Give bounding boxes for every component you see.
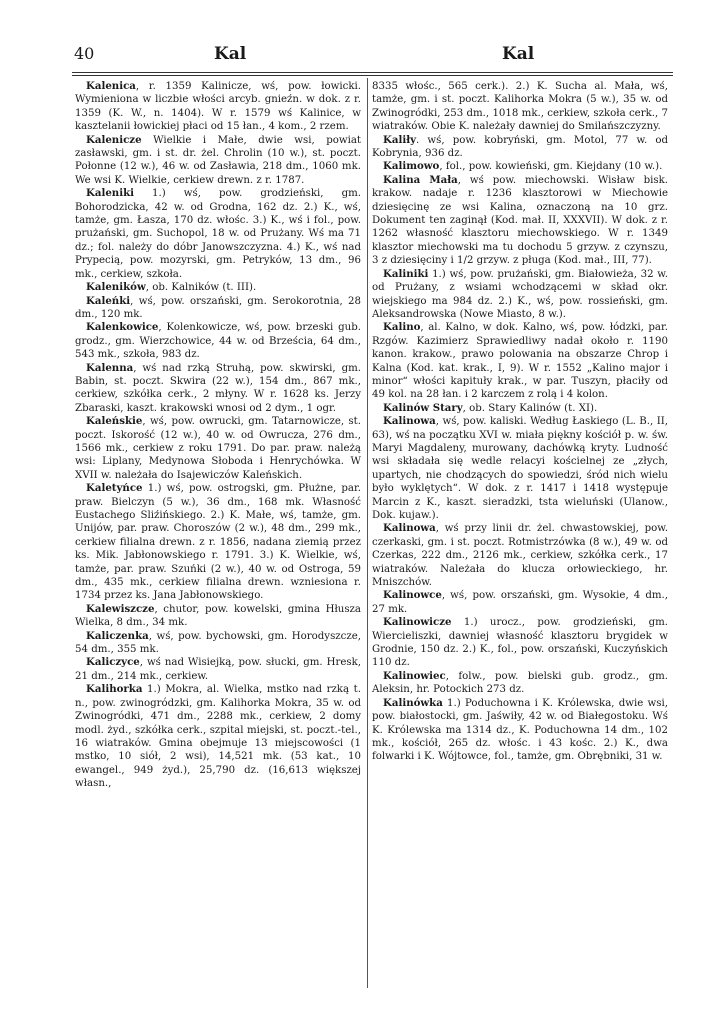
dictionary-entry (372, 589, 668, 616)
entry-text: , wś, pow. orszański, gm. Serokorotnia, 28 dm., 120 mk. (75, 295, 361, 320)
entry-headword: Kalihorka (86, 683, 143, 696)
dictionary-entry (75, 362, 361, 416)
entry-headword: Kalinów Stary (383, 401, 463, 414)
entry-headword: Kalinowce (383, 589, 442, 602)
entry-headword: Kalina Mała (383, 173, 458, 186)
entry-text: , Kolenkowicze, wś, pow. brzeski gub. grodz., gm. Wierzchowice, 44 w. od Brześcia, 64 dm., 543 mk., szkoła, 983 dz. (75, 322, 361, 361)
entry-headword: Kalinowa (383, 415, 436, 428)
entry-text: , wś, pow. orszański, gm. Wysokie, 4 dm., 27 mk. (372, 590, 668, 615)
entry-headword: Kalewiszcze (86, 602, 155, 615)
entry-headword: Kalimowo (383, 160, 440, 173)
entry-headword: Kalino (383, 321, 421, 334)
entry-headword: Kaliczenka (86, 629, 149, 642)
dictionary-entry (372, 80, 668, 134)
entry-text: , al. Kalno, w dok. Kalno, wś, pow. łódzki, par. Rzgów. Kazimierz Sprawiedliwy nadał około r. 1190 kanon. krakow., prawo polowania na obszarze Chrop i Kalna (Kod. kat. krak., I, 9). W r. 1552 „Kalino major i minor“ włości kapituły krak., w par. Tuszyn, płaciły od 49 kol. na 28 łan. i 2 karczem z rolą i 4 kolon. (372, 322, 668, 401)
dictionary-entry (75, 482, 361, 603)
right-column (372, 80, 668, 764)
entry-headword: Kaliły (383, 133, 417, 146)
entry-text: 1.) Poduchowna i K. Królewska, dwie wsi, pow. białostocki, gm. Jaświły, 42 w. od Białegostoku. Wś K. Królewska ma 1314 dz., K. Poduchowna 14 dm., 102 mk., kościół, 265 dz. włośc. i 43 kośc. 2.) K., dwa folwarki i K. Wójtowce, fol., tamże, gm. Obrębniki, 31 w. (372, 697, 668, 763)
entry-headword: Kaliniki (383, 267, 429, 280)
entry-headword: Kalinowicze (383, 616, 452, 629)
dictionary-entry (75, 281, 361, 294)
dictionary-entry (372, 160, 668, 173)
entry-text: , wś, pow. bychowski, gm. Horodyszcze, 54 dm., 355 mk. (75, 630, 361, 656)
dictionary-entry (75, 321, 361, 361)
dictionary-entry (75, 134, 361, 188)
entry-text: 1.) wś, pow. ostrogski, gm. Płużne, par. praw. Bielczyn (5 w.), 36 dm., 168 mk. Własność Eustachego Sliźińskiego. 2.) K. Małe, wś, tamże, gm. Unijów, par. praw. Choroszów (2 w.), 48 dm., 299 mk., cerkiew filialna drewn. z r. 1856, nadana ziemią przez ks. Mik. Jabłonowskiego r. 1791. 3.) K. Wielkie, wś, tamże, par. praw. Szuńki (2 w.), 40 w. od Ostroga, 59 dm., 435 mk., cerkiew filialna drewn. wzniesiona r. 1734 przez ks. Jana Jabłonowskiego. (75, 483, 361, 602)
entry-text: 8335 włośc., 565 cerk.). 2.) K. Sucha al. Mała, wś, tamże, gm. i st. poczt. Kalihorka Mokra (5 w.), 35 w. od Zwinogródki, 253 dm., 1018 mk., cerkiew, szkoła cerk., 7 wiatraków. Obie K. należały dawniej do Smilańszczyzny. (372, 81, 668, 133)
entry-text: , wś pow. miechowski. Wisław bisk. krakow. nadaje r. 1236 klasztorowi w Miechowie dziesięcinę ze wsi Kalina, oznaczoną na 10 grz. Dokument ten zaginął (Kod. mał. II, XXXVII). W dok. z r. 1262 własność klasztoru miechowskiego. W r. 1349 klasztor miechowski ma tu dochodu 5 grzyw. z czynszu, 3 z dziesięciny i 1/2 grzyw. z pługa (Kod. mał., III, 77). (372, 174, 669, 267)
entry-text: , wś nad Wisiejką, pow. słucki, gm. Hresk, 21 dm., 214 mk., cerkiew. (75, 657, 361, 682)
dictionary-entry (75, 603, 361, 630)
entry-text: , wś, pow. kaliski. Według Łaskiego (L. B., II, 63), wś na początku XVI w. miała piękny kościół p. w. św. Maryi Magdaleny, murowany, dachówką kryty. Ludność wsi składała się wedle relacyi kościelnej ze „złych, upartych, nie chodzących do spowiedzi, śród nich wielu było wyklętych“. W dok. z r. 1417 i 1418 występuje Marcin z K., kaszt. sieradzki, tsta wieluński (Ulanow., Dok. kujaw.). (372, 416, 668, 521)
entry-text: , folw., pow. bielski gub. grodz., gm. Aleksin, hr. Potockich 273 dz. (372, 670, 668, 696)
entry-headword: Kaleniki (86, 187, 135, 200)
entry-headword: Kalenica (86, 80, 136, 92)
entry-headword: Kalenicze (86, 133, 142, 146)
dictionary-entry (75, 187, 361, 281)
entry-headword: Kaleników (86, 281, 146, 294)
entry-text: , wś, pow. owrucki, gm. Tatarnowicze, st. poczt. Iskorość (12 w.), 40 w. od Owrucza, 276 dm., 1566 mk., cerkiew z roku 1791. Do par. praw. należą wsi: Liplany, Medynowa Słoboda i Henrychówka. W XVII w. należała do Isajewiczów Kaleńskich. (75, 416, 361, 481)
dictionary-entry (372, 174, 668, 268)
right-running-head: Kal (502, 44, 535, 64)
entry-text: , ob. Kalników (t. III). (145, 282, 257, 294)
entry-headword: Kalenkowice (86, 321, 159, 334)
entry-text: . wś, pow. kobryński, gm. Motol, 77 w. od Kobrynia, 936 dz. (372, 134, 668, 160)
dictionary-entry (372, 697, 668, 764)
dictionary-entry (75, 683, 361, 790)
entry-headword: Kalinowa (383, 522, 436, 535)
header-rule-double (72, 75, 673, 76)
entry-headword: Kaletyńce (86, 482, 143, 495)
dictionary-entry (372, 134, 668, 161)
entry-text: , fol., pow. kowieński, gm. Kiejdany (10 w.). (439, 161, 663, 173)
left-column (75, 80, 361, 791)
entry-text: , wś nad rzką Struhą, pow. skwirski, gm. Babin, st. poczt. Skwira (22 w.), 154 dm., 867 mk., cerkiew, szkółka cerk., 2 młyny. W r. 1628 ks. Jerzy Zbaraski, kaszt. krakowski wnosi od 2 dym., 1 ogr. (75, 362, 361, 414)
left-running-head: Kal (214, 44, 247, 64)
entry-text: 1.) wś, pow. prużański, gm. Białowieża, 32 w. od Prużany, z wsiami wchodzącemi w skład okr. wiejskiego ma 984 dz. 2.) K., wś, pow. rossieński, gm. Aleksandrowska (Nowe Miasto, 8 w.). (372, 268, 668, 320)
entry-headword: Kalenna (86, 361, 134, 374)
entry-text: 1.) urocz., pow. grodzieński, gm. Wiercieliszki, dawniej własność klasztoru brygidek w Grodnie, 150 dz. 2.) K., fol., pow. orszański, Kuczyńskich 110 dz. (372, 617, 668, 669)
dictionary-entry (372, 415, 668, 522)
page-number: 40 (74, 44, 95, 63)
entry-text: , wś przy linii dr. żel. chwastowskiej, pow. czerkaski, gm. i st. poczt. Rotmistrzówka (8 w.), 49 w. od Czerkas, 222 dm., 2126 mk., cerkiew, szkółka cerk., 17 wiatraków. Należała do klucza orłowieckiego, hr. Mniszchów. (372, 523, 668, 589)
dictionary-entry (75, 295, 361, 322)
dictionary-entry (372, 670, 668, 697)
dictionary-entry (75, 415, 361, 482)
dictionary-entry (75, 630, 361, 657)
column-divider (367, 78, 368, 988)
entry-text: , r. 1359 Kalinicze, wś, pow. łowicki. Wymieniona w liczbie włości arcyb. gnieźn. w dok. z r. 1359 (K. W., n. 1404). W r. 1579 wś Kalinice, w kasztelanii łowickiej płaci od 15 łan., 4 kom., 2 rzem. (75, 81, 361, 133)
entry-headword: Kaliczyce (86, 656, 140, 669)
entry-headword: Kalinowiec (383, 669, 446, 682)
entry-headword: Kaleńskie (86, 415, 143, 428)
entry-text: , ob. Stary Kalinów (t. XI). (462, 402, 598, 414)
dictionary-entry (372, 522, 668, 589)
entry-text: 1.) wś, pow. grodzieński, gm. Bohorodzicka, 42 w. od Grodna, 162 dz. 2.) K., wś, tamże, gm. Łasza, 170 dz. włośc. 3.) K., wś i fol., pow. prużański, gm. Suchopol, 18 w. od Prużany. Wś ma 71 dz.; fol. należy do dóbr Janowszczyzna. 4.) K., wś nad Prypecią, pow. mozyrski, gm. Petryków, 13 dm., 96 mk., cerkiew, szkoła. (75, 188, 361, 280)
dictionary-entry (372, 321, 668, 401)
dictionary-entry (372, 268, 668, 322)
dictionary-entry (75, 80, 361, 134)
entry-text: 1.) Mokra, al. Wielka, mstko nad rzką t. n., pow. zwinogródzki, gm. Kalihorka Mokra, 35 w. od Zwinogródki, 471 dm., 2288 mk., cerkiew, 2 domy modl. żyd., szkółka cerk., szpital miejski, st. poczt.-tel., 16 wiatraków. Gmina obejmuje 13 miejscowości (1 mstko, 10 siół, 2 wsi), 14,521 mk. (53 kat., 10 ewangel., 949 żyd.), 25,790 dz. (16,613 większej własn., (75, 684, 361, 790)
dictionary-entry (372, 402, 668, 415)
entry-headword: Kaleńki (86, 294, 131, 307)
header-rule (72, 72, 673, 73)
entry-text: Wielkie i Małe, dwie wsi, powiat zasławski, gm. i st. dr. żel. Chrolin (10 w.), st. poczt. Połonne (12 w.), 46 w. od Zasławia, 218 dm., 1060 mk. We wsi K. Wielkie, cerkiew drewn. z r. 1787. (75, 134, 361, 186)
dictionary-entry (75, 656, 361, 683)
entry-text: , chutor, pow. kowelski, gmina Hłusza Wielka, 8 dm., 34 mk. (75, 603, 361, 629)
entry-headword: Kalinówka (383, 696, 443, 709)
dictionary-entry (372, 616, 668, 670)
